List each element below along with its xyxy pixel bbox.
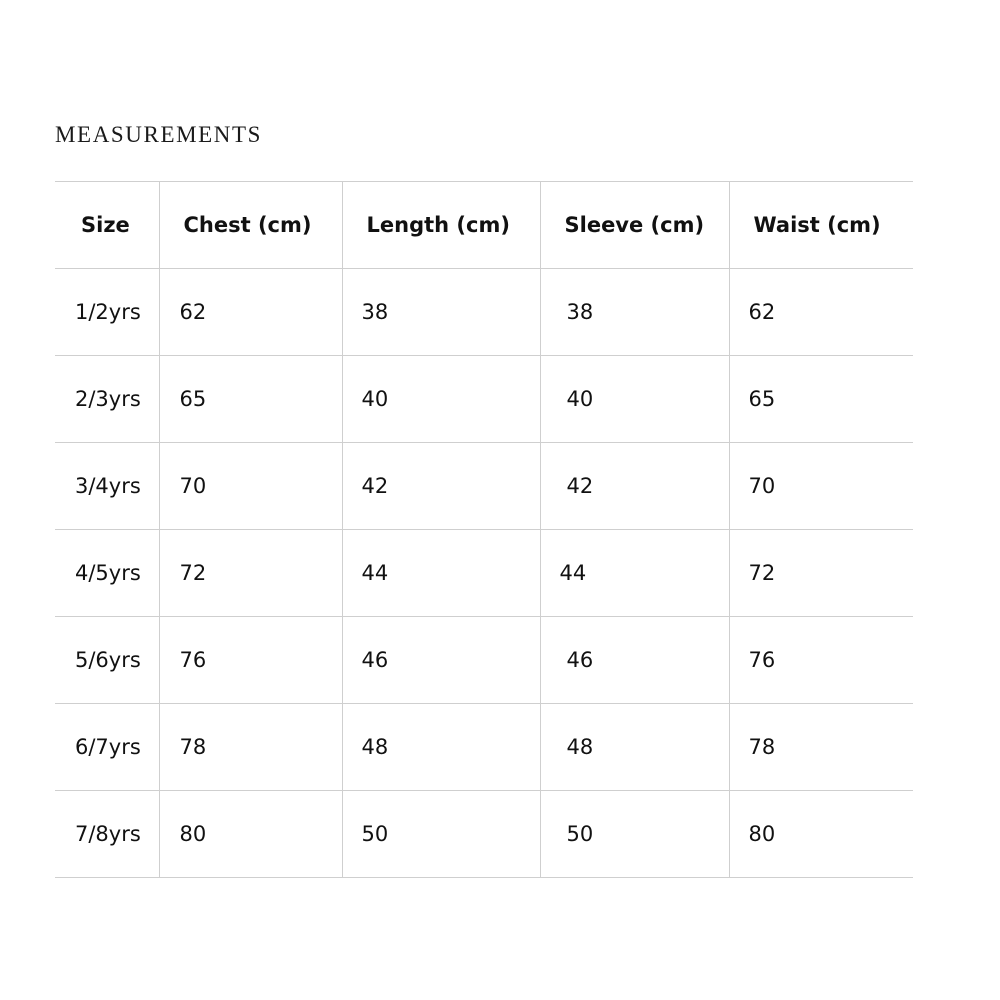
cell-length: 44 [342, 530, 540, 617]
cell-length: 46 [342, 617, 540, 704]
column-header-waist: Waist (cm) [729, 182, 913, 269]
table-row [55, 269, 913, 356]
table-row [55, 530, 913, 617]
cell-chest: 65 [159, 356, 342, 443]
cell-length: 40 [342, 356, 540, 443]
cell-sleeve: 48 [540, 704, 729, 791]
cell-waist: 70 [729, 443, 913, 530]
column-header-sleeve: Sleeve (cm) [540, 182, 729, 269]
cell-sleeve: 46 [540, 617, 729, 704]
cell-size: 5/6yrs [55, 617, 159, 704]
cell-size: 4/5yrs [55, 530, 159, 617]
cell-waist: 65 [729, 356, 913, 443]
cell-sleeve: 38 [540, 269, 729, 356]
cell-chest: 78 [159, 704, 342, 791]
table-row [55, 791, 913, 878]
table-row [55, 704, 913, 791]
cell-length: 42 [342, 443, 540, 530]
cell-chest: 76 [159, 617, 342, 704]
cell-chest: 70 [159, 443, 342, 530]
cell-length: 50 [342, 791, 540, 878]
cell-sleeve: 50 [540, 791, 729, 878]
cell-size: 2/3yrs [55, 356, 159, 443]
table-row [55, 443, 913, 530]
table-row [55, 617, 913, 704]
cell-size: 3/4yrs [55, 443, 159, 530]
cell-waist: 72 [729, 530, 913, 617]
cell-chest: 80 [159, 791, 342, 878]
cell-sleeve: 44 [540, 530, 729, 617]
measurements-table [55, 181, 913, 878]
cell-sleeve: 42 [540, 443, 729, 530]
cell-sleeve: 40 [540, 356, 729, 443]
table-row [55, 356, 913, 443]
cell-size: 7/8yrs [55, 791, 159, 878]
page-title: MEASUREMENTS [55, 122, 263, 147]
cell-waist: 80 [729, 791, 913, 878]
cell-chest: 72 [159, 530, 342, 617]
cell-size: 1/2yrs [55, 269, 159, 356]
table-header-row [55, 182, 913, 269]
cell-waist: 62 [729, 269, 913, 356]
column-header-size: Size [55, 182, 159, 269]
column-header-chest: Chest (cm) [159, 182, 342, 269]
cell-chest: 62 [159, 269, 342, 356]
column-header-length: Length (cm) [342, 182, 540, 269]
cell-length: 48 [342, 704, 540, 791]
cell-waist: 76 [729, 617, 913, 704]
cell-size: 6/7yrs [55, 704, 159, 791]
cell-waist: 78 [729, 704, 913, 791]
cell-length: 38 [342, 269, 540, 356]
